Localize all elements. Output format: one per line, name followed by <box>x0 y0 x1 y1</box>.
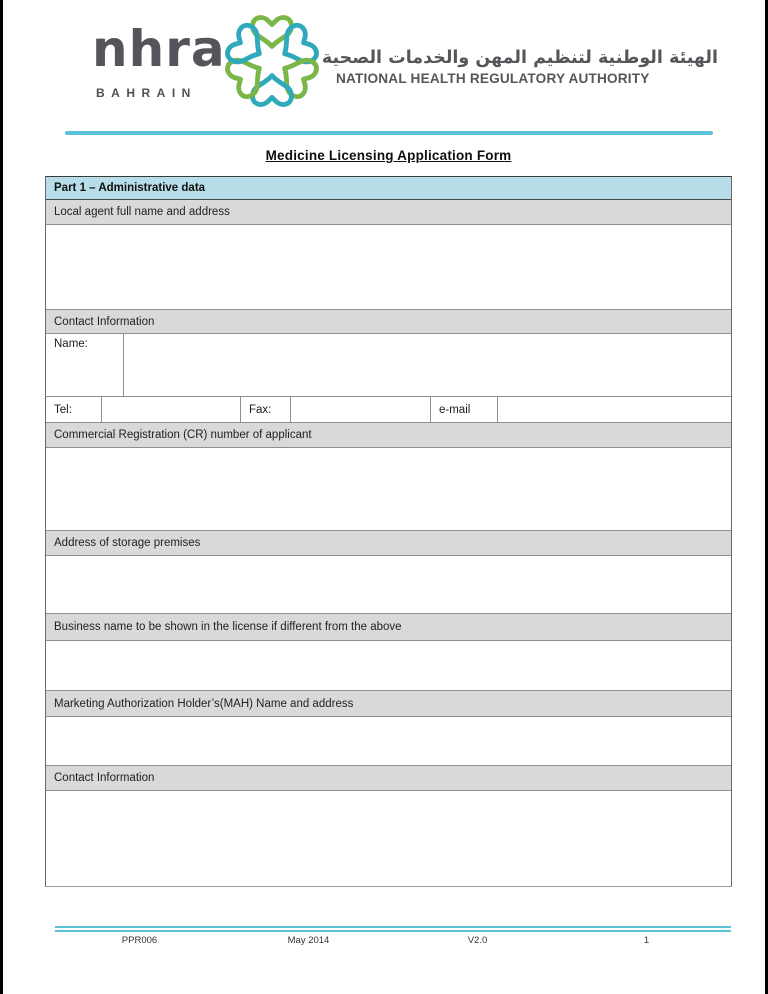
part1-section-header: Part 1 – Administrative data <box>46 177 731 200</box>
contact-name-row <box>46 334 731 397</box>
name-input-area[interactable] <box>124 334 731 396</box>
storage-address-label: Address of storage premises <box>46 531 731 556</box>
authority-name-arabic: الهيئة الوطنية لتنظيم المهن والخدمات الصحية <box>321 48 718 68</box>
footer-divider-rule <box>55 926 731 932</box>
business-name-label: Business name to be shown in the license if different from the above <box>46 614 731 641</box>
tel-label: Tel: <box>46 397 102 422</box>
header-divider-rule <box>65 131 713 135</box>
footer <box>55 935 731 946</box>
fax-label: Fax: <box>241 397 291 422</box>
cr-number-input-area[interactable] <box>46 448 731 531</box>
authority-names <box>321 48 718 86</box>
nhra-wordmark: nhra <box>92 20 226 78</box>
footer-date: May 2014 <box>287 935 330 946</box>
local-agent-input-area[interactable] <box>46 225 731 310</box>
footer-document-code: PPR006 <box>121 935 158 946</box>
fax-input-area[interactable] <box>291 397 431 422</box>
email-label: e-mail <box>431 397 498 422</box>
name-label: Name: <box>46 334 124 396</box>
mah-contact-input-area[interactable] <box>46 791 731 886</box>
tel-input-area[interactable] <box>102 397 241 422</box>
document-title: Medicine Licensing Application Form <box>265 148 512 163</box>
mah-input-area[interactable] <box>46 717 731 766</box>
contact-information-label: Contact Information <box>46 310 731 334</box>
part1-form-table <box>45 176 732 887</box>
email-input-area[interactable] <box>498 397 731 422</box>
tel-fax-email-row <box>46 397 731 423</box>
page-edge-left <box>0 0 3 994</box>
business-name-input-area[interactable] <box>46 641 731 691</box>
footer-page-number: 1 <box>643 935 650 946</box>
mah-contact-information-label: Contact Information <box>46 766 731 791</box>
footer-version: V2.0 <box>467 935 488 946</box>
local-agent-label: Local agent full name and address <box>46 200 731 225</box>
cr-number-label: Commercial Registration (CR) number of applicant <box>46 423 731 448</box>
nhra-flower-icon <box>221 10 323 112</box>
nhra-country-label: BAHRAIN <box>96 86 197 100</box>
mah-label: Marketing Authorization Holder’s(MAH) Name and address <box>46 691 731 717</box>
storage-address-input-area[interactable] <box>46 556 731 614</box>
authority-name-english: NATIONAL HEALTH REGULATORY AUTHORITY <box>336 71 650 86</box>
